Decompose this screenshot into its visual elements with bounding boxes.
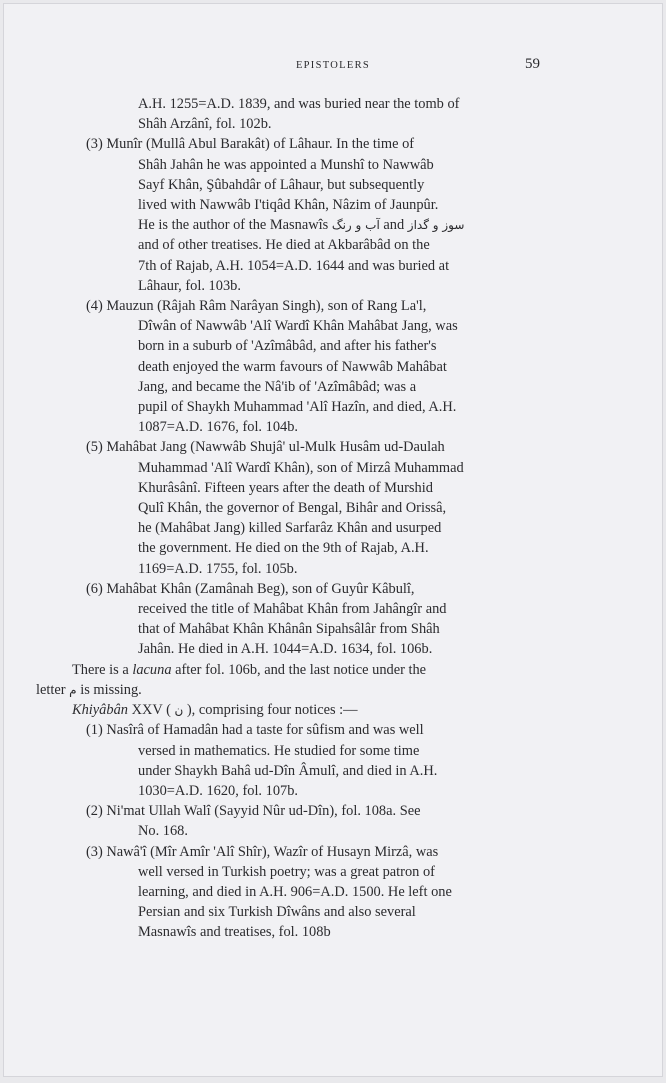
entry-line: (6) Mahâbat Khân (Zamânah Beg), son of Guyûr Kâbulî,	[86, 580, 415, 597]
text-line: Muhammad 'Alî Wardî Khân), son of Mirzâ Muhammad	[138, 459, 464, 476]
text-line: Lâhaur, fol. 103b.	[138, 277, 241, 294]
text-line: Shâh Arzânî, fol. 102b.	[138, 116, 272, 133]
text-line: learning, and died in A.H. 906=A.D. 1500. He left one	[138, 883, 452, 900]
text-line: 7th of Rajab, A.H. 1054=A.D. 1644 and was buried at	[138, 257, 450, 274]
text-line: born in a suburb of 'Azîmâbâd, and after his father's	[138, 338, 437, 355]
text-segment: ), comprising four notices :—	[183, 702, 358, 719]
italic-term: Khiyâbân	[72, 702, 128, 719]
arabic-title: سوز و گداز	[407, 218, 465, 233]
text-line: 1030=A.D. 1620, fol. 107b.	[138, 782, 299, 799]
text-segment: letter	[36, 681, 70, 698]
text-segment: after fol. 106b, and the last notice under the	[171, 661, 427, 678]
running-head: EPISTOLERS	[295, 60, 371, 71]
entry-line: (2) Ni'mat Ullah Walî (Sayyid Nûr ud-Dîn), fol. 108a. See	[86, 803, 421, 820]
text-segment: There is a	[72, 661, 133, 678]
text-segment: is missing.	[76, 681, 142, 698]
text-line: under Shaykh Bahâ ud-Dîn Âmulî, and died in A.H.	[138, 762, 438, 779]
arabic-title: آب و رنگ	[331, 218, 380, 233]
text-line: A.H. 1255=A.D. 1839, and was buried near the tomb of	[138, 96, 460, 112]
text-segment: He is the author of the Masnawîs	[138, 217, 329, 234]
text-line: versed in mathematics. He studied for some time	[138, 742, 420, 759]
text-segment: and	[383, 217, 405, 234]
arabic-letter: ن	[174, 703, 184, 718]
text-line: that of Mahâbat Khân Khânân Sipahsâlâr from Shâh	[138, 621, 440, 638]
arabic-letter: م	[69, 682, 77, 697]
entry-line: (3) Munîr (Mullâ Abul Barakât) of Lâhaur. In the time of	[86, 136, 415, 153]
text-line: Qulî Khân, the governor of Bengal, Bihâr and Orissâ,	[138, 500, 447, 517]
text-segment: XXV (	[127, 702, 175, 719]
text-line: well versed in Turkish poetry; was a great patron of	[138, 863, 435, 880]
text-line: pupil of Shaykh Muhammad 'Alî Hazîn, and died, A.H.	[138, 399, 457, 416]
text-line: he (Mahâbat Jang) killed Sarfarâz Khân and usurped	[138, 520, 442, 537]
text-line: and of other treatises. He died at Akbarâbâd on the	[138, 237, 430, 254]
text-line: Jahân. He died in A.H. 1044=A.D. 1634, fol. 106b.	[138, 641, 433, 658]
text-line: Sayf Khân, Şûbahdâr of Lâhaur, but subsequently	[138, 176, 425, 193]
text-line: death enjoyed the warm favours of Nawwâb Mahâbat	[138, 358, 447, 375]
text-line: 1087=A.D. 1676, fol. 104b.	[138, 419, 299, 436]
entry-line: (4) Mauzun (Râjah Râm Narâyan Singh), son of Rang La'l,	[86, 298, 427, 315]
entry-line: (5) Mahâbat Jang (Nawwâb Shujâ' ul-Mulk Husâm ud-Daulah	[86, 439, 445, 456]
paragraph-line	[72, 660, 554, 680]
text-line: Shâh Jahân he was appointed a Munshî to Nawwâb	[138, 156, 434, 173]
text-line: the government. He died on the 9th of Rajab, A.H.	[138, 540, 429, 557]
text-line: Dîwân of Nawwâb 'Alî Wardî Khân Mahâbat Jang, was	[138, 318, 458, 335]
page-number: 59	[525, 56, 540, 72]
text-line: Khurâsânî. Fifteen years after the death of Murshid	[138, 479, 433, 496]
text-line	[72, 215, 554, 235]
entry-line: (3) Nawâ'î (Mîr Amîr 'Alî Shîr), Wazîr of Husayn Mirzâ, was	[86, 843, 439, 860]
text-line: 1169=A.D. 1755, fol. 105b.	[138, 560, 298, 577]
italic-term: lacuna	[132, 661, 172, 678]
paragraph-line	[72, 700, 554, 720]
text-line: No. 168.	[138, 823, 188, 840]
entry-line: (1) Nasîrâ of Hamadân had a taste for sûfism and was well	[86, 722, 424, 739]
text-line: Jang, and became the Nâ'ib of 'Azîmâbâd; was a	[138, 378, 417, 395]
page-header	[4, 56, 662, 76]
document-page	[3, 3, 663, 1077]
text-line: lived with Nawwâb I'tiqâd Khân, Nâzim of Jaunpûr.	[138, 197, 439, 214]
text-line: Masnawîs and treatises, fol. 108b	[138, 924, 331, 941]
paragraph-line	[36, 680, 554, 700]
text-line: Persian and six Turkish Dîwâns and also several	[138, 904, 416, 921]
page-body	[36, 94, 554, 943]
text-line: received the title of Mahâbat Khân from Jahângîr and	[138, 601, 447, 618]
